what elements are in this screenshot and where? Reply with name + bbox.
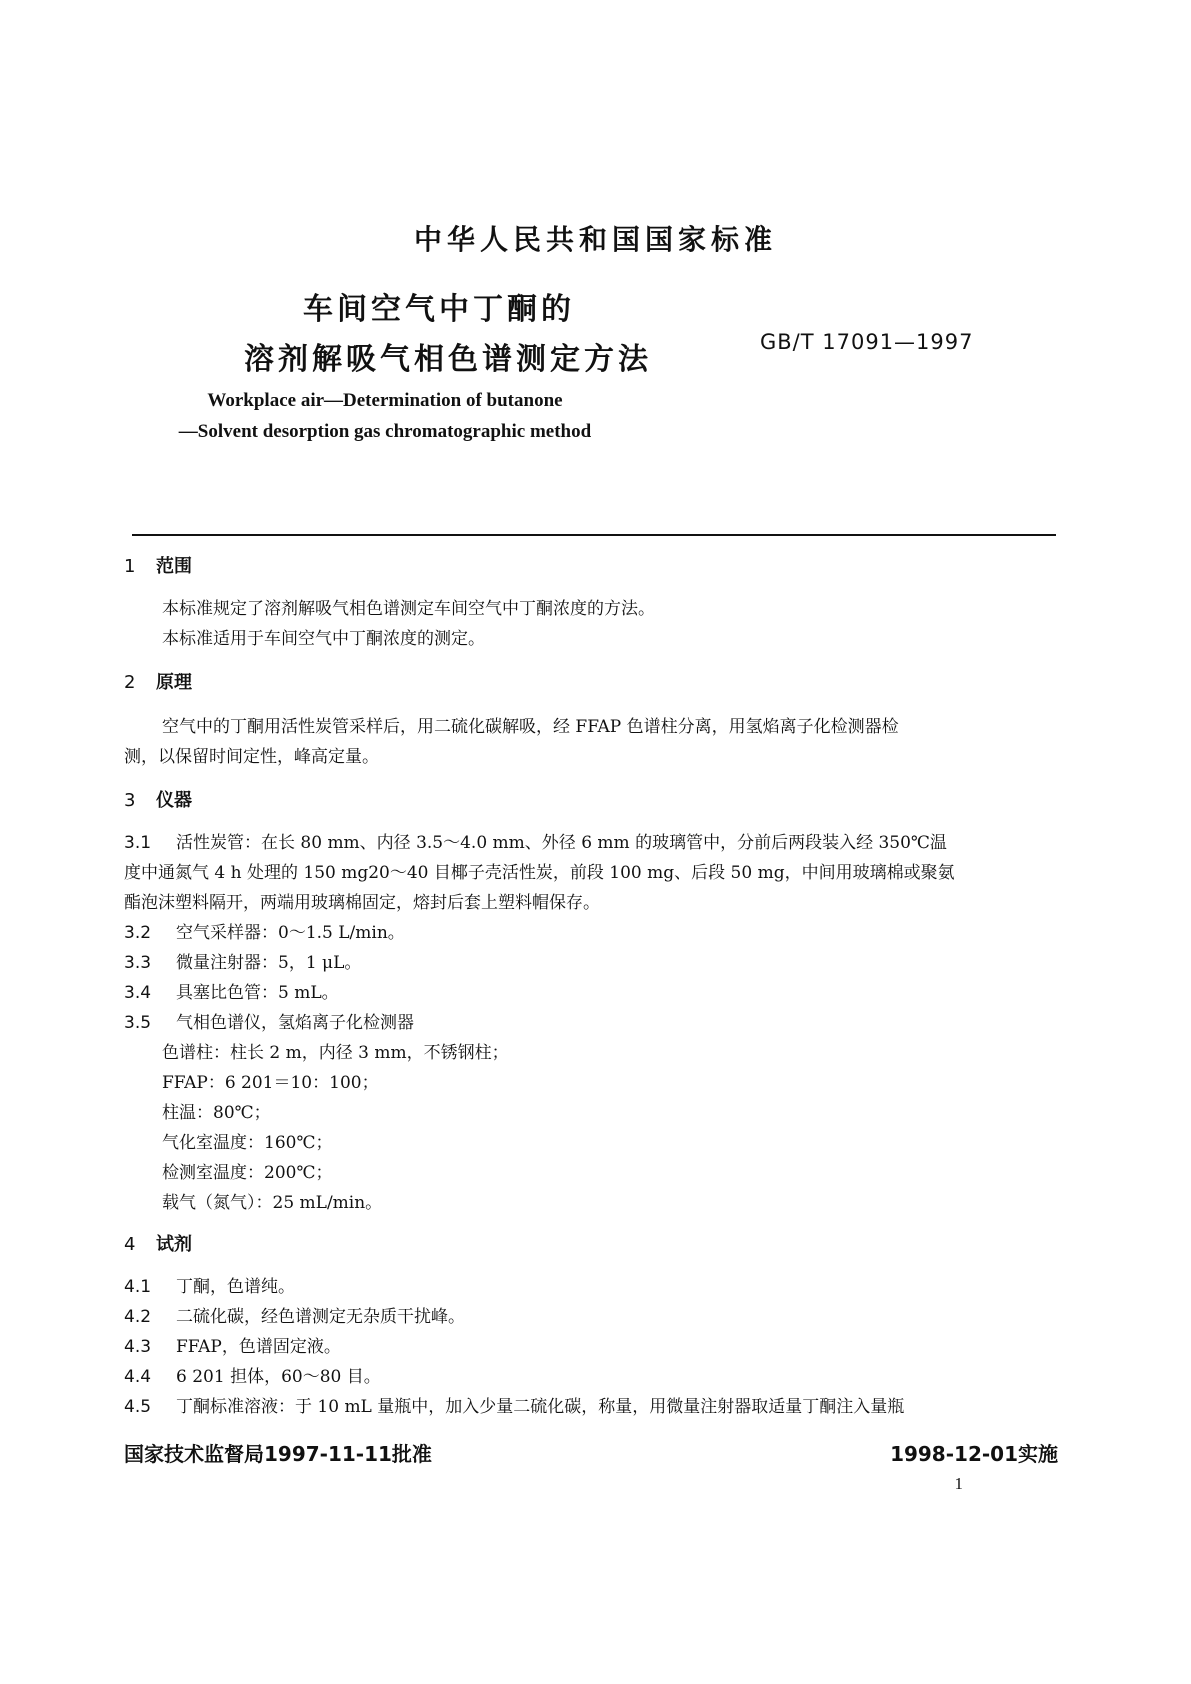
clause-text: 6 201 担体，60～80 目。 bbox=[176, 1367, 381, 1387]
clause-3-5 bbox=[124, 1008, 414, 1033]
section-title: 范围 bbox=[156, 556, 192, 577]
clause-number: 4.3 bbox=[124, 1337, 152, 1357]
clause-text: 二硫化碳，经色谱测定无杂质干扰峰。 bbox=[176, 1307, 465, 1327]
section-number: 3 bbox=[124, 790, 136, 811]
instrument-condition: 检测室温度：200℃； bbox=[162, 1163, 333, 1183]
document-title-line2: 溶剂解吸气相色谱测定方法 bbox=[244, 342, 652, 377]
section-2-heading bbox=[124, 668, 192, 694]
clause-text: 微量注射器：5，1 μL。 bbox=[176, 953, 362, 973]
section-title: 仪器 bbox=[156, 790, 192, 811]
clause-number: 4.2 bbox=[124, 1307, 152, 1327]
clause-4-5 bbox=[124, 1392, 904, 1417]
clause-number: 4.1 bbox=[124, 1277, 152, 1297]
clause-number: 3.5 bbox=[124, 1013, 152, 1033]
instrument-condition: 载气（氮气）：25 mL/min。 bbox=[162, 1193, 383, 1213]
clause-3-4 bbox=[124, 978, 339, 1003]
section-title: 原理 bbox=[156, 672, 192, 693]
clause-4-3 bbox=[124, 1332, 341, 1357]
clause-4-2 bbox=[124, 1302, 465, 1327]
instrument-condition: FFAP：6 201＝10：100； bbox=[162, 1073, 379, 1093]
approval-line: 国家技术监督局1997-11-11批准 bbox=[124, 1442, 432, 1466]
clause-text: 气相色谱仪，氢焰离子化检测器 bbox=[176, 1013, 414, 1033]
clause-text: 活性炭管：在长 80 mm、内径 3.5～4.0 mm、外径 6 mm 的玻璃管中，分前后两段装入经 350℃温 bbox=[176, 833, 947, 853]
standard-category-title: 中华人民共和国国家标准 bbox=[413, 223, 777, 256]
clause-3-1-continuation: 度中通氮气 4 h 处理的 150 mg20～40 目椰子壳活性炭，前段 100 mg、后段 50 mg，中间用玻璃棉或聚氨 bbox=[124, 863, 955, 883]
section-1-paragraph: 本标准规定了溶剂解吸气相色谱测定车间空气中丁酮浓度的方法。 bbox=[162, 599, 655, 619]
section-number: 1 bbox=[124, 556, 136, 577]
clause-text: 丁酮，色谱纯。 bbox=[176, 1277, 295, 1297]
clause-text: 空气采样器：0～1.5 L/min。 bbox=[176, 923, 405, 943]
english-title-line2: —Solvent desorption gas chromatographic method bbox=[178, 421, 592, 442]
clause-3-3 bbox=[124, 948, 361, 973]
clause-number: 4.5 bbox=[124, 1397, 152, 1417]
header-rule bbox=[132, 534, 1056, 536]
english-title-line1: Workplace air—Determination of butanone bbox=[207, 390, 563, 411]
section-title: 试剂 bbox=[156, 1234, 192, 1255]
instrument-condition: 气化室温度：160℃； bbox=[162, 1133, 333, 1153]
section-number: 2 bbox=[124, 672, 136, 693]
page-number: 1 bbox=[954, 1474, 963, 1493]
clause-text: 具塞比色管：5 mL。 bbox=[176, 983, 339, 1003]
section-2-paragraph: 测，以保留时间定性，峰高定量。 bbox=[124, 747, 379, 767]
clause-4-4 bbox=[124, 1362, 381, 1387]
clause-3-1-continuation: 酯泡沫塑料隔开，两端用玻璃棉固定，熔封后套上塑料帽保存。 bbox=[124, 893, 600, 913]
section-2-paragraph: 空气中的丁酮用活性炭管采样后，用二硫化碳解吸，经 FFAP 色谱柱分离，用氢焰离子化检测器检 bbox=[162, 717, 899, 737]
clause-text: FFAP，色谱固定液。 bbox=[176, 1337, 341, 1357]
standard-code: GB/T 17091—1997 bbox=[760, 330, 974, 354]
clause-number: 3.4 bbox=[124, 983, 152, 1003]
clause-3-2 bbox=[124, 918, 405, 943]
instrument-condition: 柱温：80℃； bbox=[162, 1103, 271, 1123]
document-title-line1: 车间空气中丁酮的 bbox=[303, 292, 575, 327]
effective-date-line: 1998-12-01实施 bbox=[890, 1442, 1058, 1466]
section-3-heading bbox=[124, 786, 192, 812]
section-1-heading bbox=[124, 552, 192, 578]
clause-3-1 bbox=[124, 828, 947, 853]
clause-number: 4.4 bbox=[124, 1367, 152, 1387]
section-number: 4 bbox=[124, 1234, 136, 1255]
clause-text: 丁酮标准溶液：于 10 mL 量瓶中，加入少量二硫化碳，称量，用微量注射器取适量丁酮注入量瓶 bbox=[176, 1397, 905, 1417]
clause-number: 3.3 bbox=[124, 953, 152, 973]
instrument-condition: 色谱柱：柱长 2 m，内径 3 mm，不锈钢柱； bbox=[162, 1043, 509, 1063]
clause-4-1 bbox=[124, 1272, 295, 1297]
clause-number: 3.2 bbox=[124, 923, 152, 943]
section-1-paragraph: 本标准适用于车间空气中丁酮浓度的测定。 bbox=[162, 629, 485, 649]
section-4-heading bbox=[124, 1230, 192, 1256]
clause-number: 3.1 bbox=[124, 833, 152, 853]
